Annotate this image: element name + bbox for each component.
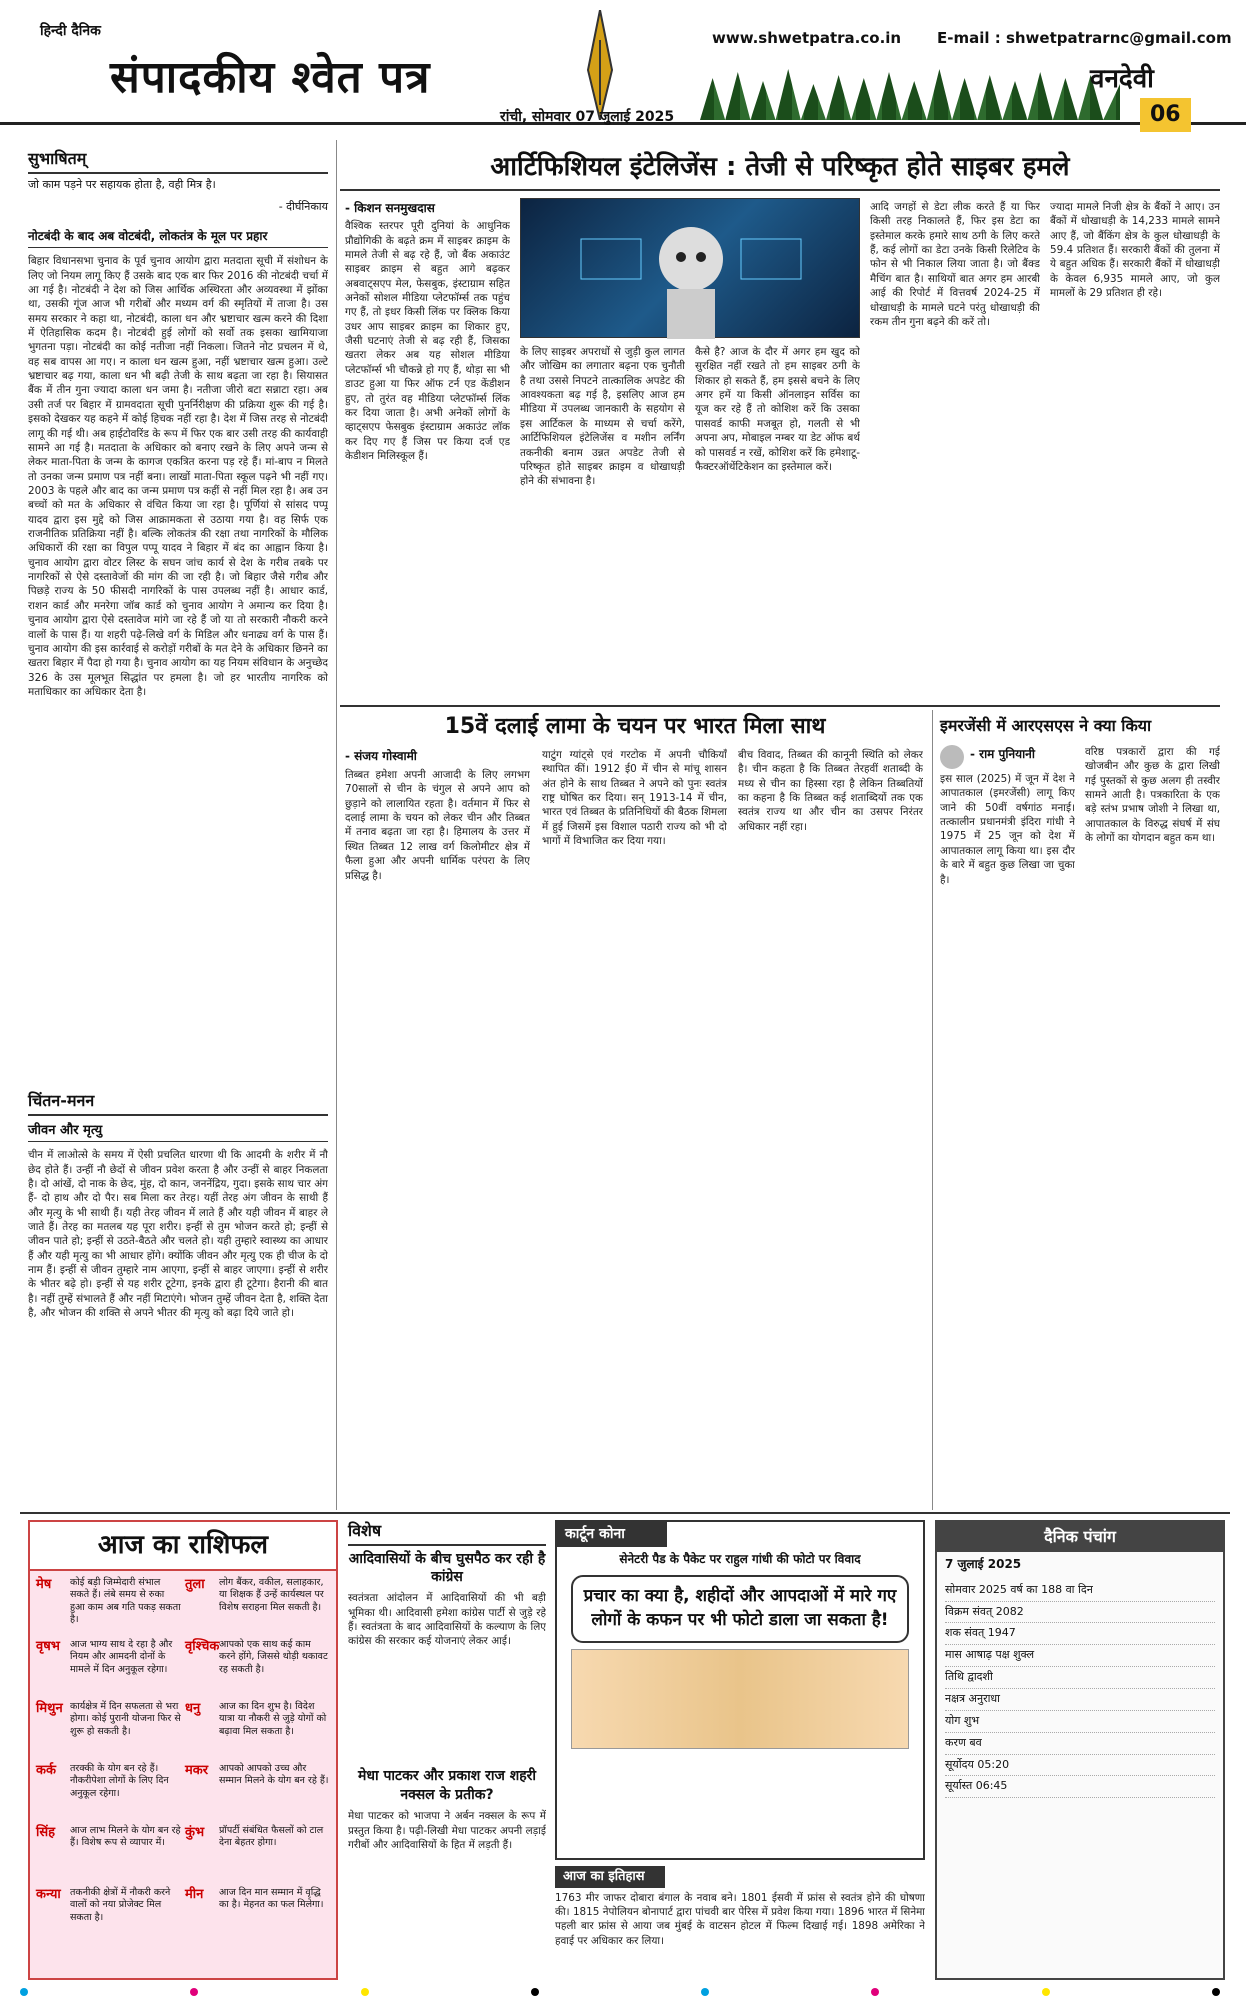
- registration-mark: [871, 1988, 879, 1996]
- panchang-line: विक्रम संवत् 2082: [945, 1602, 1215, 1624]
- rashi-text: प्रॉपर्टी संबंधित फैसलों को टाल देना बेहतर होगा।: [219, 1825, 324, 1849]
- subhashitam-author: - दीर्घनिकाय: [278, 200, 328, 214]
- forest-graphic: [700, 60, 1120, 120]
- editorial-headline: नोटबंदी के बाद अब वोटबंदी, लोकतंत्र के मूल पर प्रहार: [28, 228, 328, 248]
- rashifal-box: [28, 1520, 338, 1980]
- rashi-name: मेष: [36, 1577, 52, 1593]
- registration-mark: [1042, 1988, 1050, 1996]
- panchang-line: तिथि द्वादशी: [945, 1667, 1215, 1689]
- rashi-name: सिंह: [36, 1825, 56, 1841]
- pen-icon: [580, 10, 620, 120]
- rashi-item: [36, 1639, 181, 1697]
- rashi-item: [36, 1763, 181, 1821]
- registration-mark: [361, 1988, 369, 1996]
- rashi-name: धनु: [185, 1701, 201, 1717]
- rashi-text: कोई बड़ी जिम्मेदारी संभाल सकते हैं। लंबे समय से रुका हुआ काम अब गति पकड़ सकता है।: [70, 1577, 181, 1626]
- panchang-box: [935, 1520, 1225, 1980]
- section-rule: [340, 705, 1220, 707]
- rashifal-title: आज का राशिफल: [30, 1522, 336, 1571]
- dalai-headline: 15वें दलाई लामा के चयन पर भारत मिला साथ: [444, 714, 826, 739]
- panchang-date: 7 जुलाई 2025: [945, 1556, 1022, 1571]
- main-headline: आर्टिफिशियल इंटेलिजेंस : तेजी से परिष्कृत होते साइबर हमले: [340, 150, 1220, 191]
- paper-type-label: हिन्दी दैनिक: [40, 23, 101, 39]
- chintan-title: जीवन और मृत्यु: [28, 1122, 328, 1143]
- emergency-col1-text: इस साल (2025) में जून में देश ने आपातकाल (इमरजेंसी) लागू किए जाने की 50वीं वर्षगांठ मनाई। तत्कालीन प्रधानमंत्री इंदिरा गांधी ने 1975 में 25 जून को देश में आपातकाल लागू किया था। इस दौर के बारे में बहुत कुछ लिखा जा चुका है।: [940, 773, 1075, 886]
- main-col2-text: के लिए साइबर अपराधों से जुड़ी कुल लागत और जोखिम का लगातार बढ़ना एक चुनौती है तथा उससे निपटने तात्कालिक अपडेट की आवश्यकता बढ़ गई है, इसलिए आज हम मीडिया में उपलब्ध जानकारी के सहयोग से इस आर्टिकल के माध्यम से चर्चा करेंगे, आर्टिफिशियल इंटेलिजेंस व मशीन लर्निंग तकनीकी बनाम उन्नत अपडेट तेजी से परिष्कृत होते साइबर क्राइम व धोखाधड़ी होने की संभावना है।: [520, 346, 685, 488]
- rashi-name: वृश्चिक: [185, 1639, 220, 1655]
- subhashitam-heading: सुभाषितम्: [28, 148, 328, 174]
- rashi-item: [185, 1887, 330, 1945]
- dalai-col1-text: तिब्बत हमेशा अपनी आजादी के लिए लगभग 70सालों से चीन के चंगुल से अपने आप को छुड़ाने को लालायित रहता है। वर्तमान में फिर से दलाई लामा के चयन को लेकर चीन और तिब्बत में तनाव बढ़ता जा रहा है। हिमालय के उत्तर में स्थित तिब्बत 12 लाख वर्ग किलोमीटर क्षेत्र में फैला हुआ और अपनी धार्मिक परंपरा के लिए प्रसिद्ध है।: [345, 769, 530, 882]
- website-link[interactable]: www.shwetpatra.co.in: [712, 29, 902, 47]
- chintan-heading: चिंतन-मनन: [28, 1090, 328, 1116]
- registration-mark: [701, 1988, 709, 1996]
- rashi-name: कन्या: [36, 1887, 61, 1903]
- cartoon-speech-bubble: प्रचार का क्या है, शहीदों और आपदाओं में मारे गए लोगों के कफन पर भी फोटो डाला जा सकता है!: [571, 1575, 909, 1643]
- panchang-line: सूर्योदय 05:20: [945, 1755, 1215, 1777]
- panchang-line: नक्षत्र अनुराधा: [945, 1689, 1215, 1711]
- panchang-lines: [937, 1576, 1223, 1802]
- rashi-item: [36, 1577, 181, 1635]
- vishesh-sub-headline: मेधा पाटकर और प्रकाश राज शहरी नक्सल के प्रतीक?: [357, 1768, 537, 1804]
- robot-image: [520, 198, 860, 338]
- main-article-col1: [345, 200, 510, 714]
- panchang-line: सूर्यास्त 06:45: [945, 1776, 1215, 1798]
- history-body: 1763 मीर जाफर दोबारा बंगाल के नवाब बने। 1801 ईसवी में फ्रांस से स्वतंत्र होने की घोषणा की। 1815 नेपोलियन बोनापार्ट द्वारा पांचवी बार पेरिस में प्रवेश किया गया। 1896 भारत में सिनेमा पहली बार फ्रांस से आया जब मुंबई के वाटसन होटल में फिल्म दिखाई गई। 1898 अमेरिका ने हवाई पर अधिकार कर लिया।: [555, 1891, 925, 1947]
- rashi-text: तरक्की के योग बन रहे हैं। नौकरीपेशा लोगों के लिए दिन अनुकूल रहेगा।: [70, 1763, 169, 1799]
- emergency-headline: इमरजेंसी में आरएसएस ने क्या किया: [940, 716, 1152, 735]
- column-divider: [336, 140, 337, 1510]
- rashi-text: तकनीकी क्षेत्रों में नौकरी करने वालों को नया प्रोजेक्ट मिल सकता है।: [70, 1887, 171, 1923]
- cartoon-heading: कार्टून कोना: [557, 1522, 667, 1547]
- registration-mark: [190, 1988, 198, 1996]
- rashi-name: कर्क: [36, 1763, 56, 1779]
- vishesh-body: स्वतंत्रता आंदोलन में आदिवासियों की भी बड़ी भूमिका थी। आदिवासी हमेशा कांग्रेस पार्टी से जुड़े रहे हैं। स्वतंत्रता के बाद आदिवासियों के कल्याण के लिए कांग्रेस की सरकार कई योजनाएं लेकर आई।: [348, 1592, 546, 1648]
- main-col1-text: वैश्विक स्तरपर पूरी दुनियां के आधुनिक प्रौद्योगिकी के बढ़ते क्रम में साइबर क्राइम के मामले तेजी से बढ़ रहे हैं, जो बैंक अकाउंट साइबर क्राइम से बहुत आगे बढ़कर अबवाट्सएप मेल, फेसबुक, इंस्टाग्राम सहित अनेकों सोशल मीडिया प्लेटफॉर्म्स तक पहुंच गए हैं, तो इधर किसी लिंक पर क्लिक किया उधर आप साइबर क्राइम का शिकार हुए, जैसी घटनाएं तेजी से बढ़ रही हैं, जिसका खतरा लेकर अब यह सोशल मीडिया प्लेटफॉर्म्स भी चौकन्ने हो गए हैं, थोड़ा सा भी डाउट हुआ या फिर ऑफ टर्न एड केंडीशन हुए, तो तुरंत वह मीडिया प्लेटफॉर्म्स लिंक कर दिया जाता है। अभी अनेकों लोगों के व्हाट्सएप फेसबुक इंस्टाग्राम अकाउंट लॉक कर दिए गए हैं जिस पर किया दर्ज एड केडीशन मिलिस्कूल हैं।: [345, 220, 510, 462]
- registration-mark: [20, 1988, 28, 1996]
- history-heading: आज का इतिहास: [555, 1866, 665, 1888]
- chintan-body: चीन में लाओत्से के समय में ऐसी प्रचलित धारणा थी कि आदमी के शरीर में नौ छेद होते हैं। उन्हीं नौ छेदों से जीवन प्रवेश करता है और उन्हीं से बाहर निकलता है। दो आंखें, दो नाक के छेद, मुंह, दो कान, जननेंद्रिय, गुदा। इसके साथ चार अंग हैं- दो हाथ और दो पैर। सब मिला कर तेरह। यहीं तेरह अंग जीवन के साथी हैं और मृत्यु के भी साथी हैं। यही तेरह जीवन में लाते हैं और यही जीवन में बाहर ले जाते हैं। तेरह का मतलब यह पूरा शरीर। इन्हीं से तुम भोजन करते हो; इन्हीं से जीवन पाते हो; इन्हीं से उठते-बैठते और चलते हो। यही तुम्हारे स्वास्थ्य का आधार हैं और यही मृत्यु का भी आधार होंगे। क्योंकि जीवन और मृत्यु एक ही चीज के दो नाम हैं। इन्हीं से जीवन तुम्हारे नाम आएगा, इन्हीं से बाहर जाएगा। इन्हीं से शरीर के भीतर बढ़े हो। इन्हीं से यह शरीर टूटेगा, इनके द्वारा ही टूटेगा। हैरानी की बात है। नहीं तुम्हें संभालते हैं और नहीं मिटाएंगे। भोजन तुम्हें जीवन देता है, शक्ति देता है, और भोजन की शक्ति से अपने भीतर की मृत्यु को बढ़ा दिये जाते हो।: [28, 1149, 328, 1320]
- emergency-col2-text: वरिष्ठ पत्रकारों द्वारा की गई खोजबीन और कुछ के द्वारा लिखी गई पुस्तकों से कुछ अलग ही तस्वीर सामने आती है। पत्रकारिता के एक बड़े स्तंभ प्रभाष जोशी ने लिखा था, आपातकाल के विरुद्ध संघर्ष में संघ के लोगों का योगदान बहुत कम था।: [1085, 746, 1220, 845]
- main-author: - किशन सनमुखदास: [345, 201, 435, 215]
- rashi-text: कार्यक्षेत्र में दिन सफलता से भरा होगा। कोई पुरानी योजना फिर से शुरू हो सकती है।: [70, 1701, 181, 1737]
- email-link[interactable]: E-mail : shwetpatrarnc@gmail.com: [937, 29, 1232, 47]
- rashi-item: [36, 1825, 181, 1883]
- rashi-text: आज लाभ मिलने के योग बन रहे हैं। विशेष रूप से व्यापार में।: [70, 1825, 181, 1849]
- masthead: [0, 0, 1246, 125]
- rashi-item: [185, 1825, 330, 1883]
- rashi-text: आज का दिन शुभ है। विदेश यात्रा या नौकरी से जुड़े योगों को बढ़ावा मिल सकता है।: [219, 1701, 327, 1737]
- rashi-text: आज दिन मान सम्मान में वृद्धि का है। मेहनत का फल मिलेगा।: [219, 1887, 324, 1911]
- column-divider: [932, 710, 933, 1510]
- editorial-body: बिहार विधानसभा चुनाव के पूर्व चुनाव आयोग द्वारा मतदाता सूची में संशोधन के लिए जो नियम लागू किए हैं उसके बाद एक बार फिर 2016 की नोटबंदी चर्चा में आ गई है। नोटबंदी ने देश को जिस आर्थिक अस्थिरता और अव्यवस्था में झोंका था, उसकी गूंज आज भी गरीबों और मध्यम वर्ग की स्मृतियों में ताजा है। उस समय सरकार ने कहा था, नोटबंदी, काला धन और भ्रष्टाचार खत्म करने की दिशा में ऐतिहासिक कदम है। नोटबंदी हुई लोगों को सर्वो तक इसका खामियाजा भुगतना पड़ा। नोटबंदी का कोई नतीजा नहीं निकला। जितने नोट प्रचलन में थे, वह सब वापस आ गए। न काला धन खत्म हुआ, नहीं भ्रष्टाचार खत्म हुआ। उल्टे भ्रष्टाचार बढ़ गया, काला धन भी बढ़ी तेजी के साथ बढ़ता जा रहा है। सियासत बैंक में तीन गुना ज्यादा काला धन जमा है। नतीजा जीरो बटा सन्नाटा रहा। अब उसी तर्ज पर बिहार में ग्रामवदाता सूची पुनर्निरीक्षण की प्रक्रिया शुरू की गई है। इसको देखकर यह कहने में कोई हिचक नहीं रहा है। देश में जिस तरह से नोटबंदी लागू की गई थी। अब हाईटोवरिंड के रूप में फिर एक बार उसी तरह की कार्यवाही सामने आ गई है। मतदाता के अधिकार को बनाए रखने के लिए अपने जन्म से लेकर माता-पिता के जन्म के कागज एकत्रित करना पड़ रहे हैं। मां-बाप न मिलते तो उनका जन्म प्रमाण पत्र नहीं बना। लाखों माता-पिता स्कूल पढ़ने भी नहीं गए। 2003 के पहले और बाद का जन्म प्रमाण पत्र कहीं से नहीं मिल रहा है। अब उन बच्चों को मत के अधिकार से वंचित किया जा रहा है। पूर्णियां से सांसद पप्पू यादव द्वारा इस मुद्दे को जिस आक्रामकता से उठाया गया है। वह सिर्फ एक राजनीतिक प्रतिक्रिया नहीं है। बल्कि लोकतंत्र की रक्षा तथा नागरिकों के मौलिक अधिकारों की रक्षा का विपुल पप्पू यादव ने बिहार में बंद का आह्वान किया है। चुनाव आयोग द्वारा वोटर लिस्ट के सघन जांच कार्य से देश के गरीब तबके पर नागरिकों से ऐसे दस्तावेजों की मांग की जा रही है। जो बिहार जैसे गरीब और पिछड़े राज्य के 50 फीसदी नागरिकों के पास उपलब्ध नहीं है। आधार कार्ड, राशन कार्ड और मनरेगा जॉब कार्ड को चुनाव आयोग ने अमान्य कर दिया है। चुनाव आयोग द्वारा ऐसे दस्तावेज मांगे जा रहे हैं जो या तो सरकारी नौकरी करने वालों के पास हैं। या शहरी पढ़े-लिखे वर्ग के मिडिल और धनाढ्य वर्ग के पास हैं। चुनाव आयोग की इस कार्रवाई से करोड़ों गरीबों के मत देने के अधिकार छिनने का खतरा बिहार में पैदा हो गया है। चुनाव आयोग का यह नियम संविधान के अनुच्छेद 326 के उस मूलभूत सिद्धांत पर हमला है। जो हर भारतीय नागरिक को मताधिकार का अधिकार देता है।: [28, 255, 328, 698]
- panchang-line: शक संवत् 1947: [945, 1623, 1215, 1645]
- color-registration-marks: [20, 1988, 1220, 1996]
- cartoon-caption: सेनेटरी पैड के पैकेट पर राहुल गांधी की फोटो पर विवाद: [619, 1551, 861, 1566]
- rashifal-grid: [30, 1571, 336, 1951]
- page-number: 06: [1140, 98, 1191, 132]
- author-photo-icon: [940, 745, 964, 769]
- main-col3-text: कैसे है? आज के दौर में अगर हम खुद को सुरक्षित नहीं रखते तो हम साइबर ठगी के शिकार हो सकते हैं, हम इससे बचने के लिए अगर हमें या किसी ऑनलाइन सर्विस का यूज कर रहे हैं तो कोशिश करें कि उसका पासवर्ड काफी मजबूत हो, गलती से भी अपना अप, मोबाइल नम्बर या डेट ऑफ बर्थ को पासवर्ड न रखें, कोशिश करें कि हमेशाटू-फैक्टरऑथेंटिकेशन का इस्तेमाल करें।: [695, 346, 860, 473]
- registration-mark: [1212, 1988, 1220, 1996]
- rashi-name: वृषभ: [36, 1639, 60, 1655]
- rashi-name: मिथुन: [36, 1701, 63, 1717]
- vishesh-heading: विशेष: [348, 1520, 546, 1546]
- rashi-item: [36, 1701, 181, 1759]
- rashi-item: [185, 1639, 330, 1697]
- emergency-author: - राम पुनियानी: [970, 747, 1035, 761]
- rashi-name: मकर: [185, 1763, 209, 1779]
- rashi-text: आपको एक साथ कई काम करने होंगे, जिससे थोड़ी थकावट रह सकती है।: [219, 1639, 328, 1675]
- bottom-section-rule: [20, 1512, 1230, 1514]
- paper-title: संपादकीय श्वेत पत्र: [110, 52, 431, 103]
- dalai-col3-text: बीच विवाद, तिब्बत की कानूनी स्थिति को लेकर है। चीन कहता है कि तिब्बत तेरहवीं शताब्दी के मध्य से चीन का हिस्सा रहा है लेकिन तिब्बतियों का कहना है कि तिब्बत कई शताब्दियों तक एक स्वतंत्र राज्य था और चीन का उसपर निरंतर अधिकार नहीं रहा।: [738, 749, 923, 833]
- rashi-name: कुंभ: [185, 1825, 205, 1841]
- rashi-item: [185, 1763, 330, 1821]
- rashi-item: [185, 1577, 330, 1635]
- panchang-line: करण बव: [945, 1733, 1215, 1755]
- rashi-name: मीन: [185, 1887, 204, 1903]
- panchang-line: योग शुभ: [945, 1711, 1215, 1733]
- vishesh-headline: आदिवासियों के बीच घुसपैठ कर रही है कांग्रेस: [348, 1550, 546, 1586]
- dalai-col2-text: याटुंग ग्यांट्से एवं गरटोक में अपनी चौकियाँ स्थापित कीं। 1912 ई0 में चीन से मांचू शासन अंत होने के साथ तिब्बत ने अपने को पुनः स्वतंत्र राष्ट्र घोषित कर दिया। सन् 1913-14 में चीन, भारत एवं तिब्बत के प्रतिनिधियों की बैठक शिमला में हुई जिसमें इस विशाल पठारी राज्य को भी दो भागों में विभाजित कर दिया गया।: [542, 749, 727, 848]
- section-name: वनदेवी: [1090, 64, 1154, 94]
- panchang-title: दैनिक पंचांग: [937, 1522, 1223, 1552]
- rashi-text: लोग बैंकर, वकील, सलाहकार, या शिक्षक हैं उन्हें कार्यस्थल पर विशेष सराहना मिल सकती है।: [219, 1577, 324, 1613]
- main-col4-text: आदि जगहों से डेटा लीक करते हैं या फिर किसी तरह निकालते हैं, फिर इस डेटा का इस्तेमाल करके हमारे साथ ठगी के लिए करते हैं, कई लोगों का डेटा उनके किसी रिलेटिव के फोन से भी निकाल लिया जाता है। जो बैंक्ड मैचिंग बात है। साथियों बात अगर हम आरबी आई की रिपोर्ट में वित्तवर्ष 2024-25 में धोखाधड़ी के मामले घटने परंतु धोखाधड़ी की रकम तीन गुना बढ़ने की करें तो।: [870, 201, 1040, 328]
- rashi-text: आपको आपको उच्च और सम्मान मिलने के योग बन रहे हैं।: [219, 1763, 329, 1787]
- history-box: [555, 1866, 925, 1991]
- rashi-name: तुला: [185, 1577, 205, 1593]
- chintan-box: [28, 1090, 328, 1526]
- subhashitam-box: [28, 148, 328, 215]
- panchang-line: सोमवार 2025 वर्ष का 188 वा दिन: [945, 1580, 1215, 1602]
- rashi-item: [185, 1701, 330, 1759]
- dalai-author: - संजय गोस्वामी: [345, 749, 417, 763]
- vishesh-box: [348, 1520, 546, 1969]
- main-col5-text: ज्यादा मामले निजी क्षेत्र के बैंकों ने आए। उन बैंकों में धोखाधड़ी के 14,233 मामले सामने आए हैं, जो बैंकिंग क्षेत्र के कुल धोखाधड़ी के 59.4 प्रतिशत हैं। सरकारी बैंकों की तुलना में ये बहुत अधिक हैं। सरकारी बैंकों में धोखाधड़ी के केवल 6,935 मामले आए, जो कुल मामलों के 29 प्रतिशत ही रहे।: [1050, 201, 1220, 300]
- rashi-item: [36, 1887, 181, 1945]
- cartoon-box: [555, 1520, 925, 1860]
- cartoon-illustration: [571, 1649, 909, 1749]
- rashi-text: आज भाग्य साथ दे रहा है और नियम और आमदनी दोनों के मामले में दिन अनुकूल रहेगा।: [70, 1639, 173, 1675]
- vishesh-sub-body: मेधा पाटकर को भाजपा ने अर्बन नक्सल के रूप में प्रस्तुत किया है। पढ़ी-लिखी मेधा पाटकर अपनी लड़ाई गरीबों और आदिवासियों के हित में लड़ती हैं।: [348, 1810, 546, 1851]
- editorial: [28, 228, 328, 1104]
- subhashitam-quote: जो काम पड़ने पर सहायक होता है, वही मित्र है।: [28, 177, 216, 191]
- dateline: रांची, सोमवार 07 जुलाई 2025: [500, 109, 675, 125]
- registration-mark: [531, 1988, 539, 1996]
- panchang-line: मास आषाढ़ पक्ष शुक्ल: [945, 1645, 1215, 1667]
